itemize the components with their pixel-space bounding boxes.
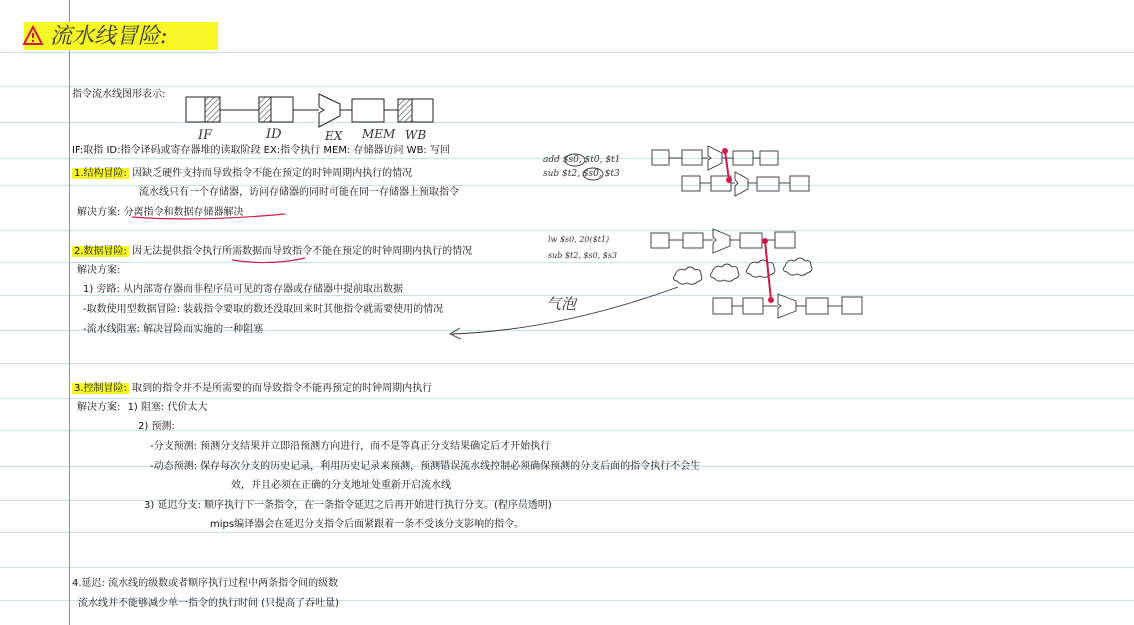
control-item-predict: 2) 预测: bbox=[138, 421, 175, 432]
diagram-intro: 指令流水线图形表示: bbox=[72, 89, 166, 100]
stage-label-id: ID bbox=[266, 127, 282, 142]
stage-label-mem: MEM bbox=[362, 127, 396, 141]
structural-text: 因缺乏硬件支持而导致指令不能在预定的时钟周期内执行的情况 bbox=[132, 168, 413, 179]
page-title: 流水线冒险: bbox=[50, 24, 168, 49]
branch-predict: -分支预测: 预测分支结果并立即沿预测方向进行，而不是等真正分支结果确定后才开始执行 bbox=[150, 441, 551, 452]
control-hazard-heading: 3.控制冒险: bbox=[74, 383, 127, 394]
latency-text: 流水线并不能够减少单一指令的执行时间 (只提高了吞吐量) bbox=[78, 598, 339, 609]
data-hazard-heading: 2.数据冒险: bbox=[74, 246, 127, 257]
dynamic-predict-cont: 效，并且必须在正确的分支地址处重新开启流水线 bbox=[231, 480, 451, 491]
data-hazard-item: -流水线阻塞: 解决冒险而实施的一种阻塞 bbox=[83, 324, 264, 335]
structural-code-1: add $s0, $t0, $t1 bbox=[543, 155, 621, 165]
structural-solution-label: 解决方案: bbox=[77, 207, 121, 218]
data-hazard-item: 1) 旁路: 从内部寄存器而非程序员可见的寄存器或存储器中提前取出数据 bbox=[83, 284, 403, 295]
stage-definitions: IF:取指 ID:指令译码或寄存器堆的读取阶段 EX:指令执行 MEM: 存储器访问 WB: 写回 bbox=[72, 145, 450, 156]
bubble-label: 气泡 bbox=[546, 295, 577, 313]
delayed-branch: 3) 延迟分支: 顺序执行下一条指令，在一条指令延迟之后再开始进行执行分支。(程序员透明) bbox=[144, 500, 552, 511]
stage-label-ex: EX bbox=[325, 129, 343, 143]
control-hazard-text: 取到的指令并不是所需要的而导致指令不能再预定的时钟周期内执行 bbox=[132, 383, 433, 394]
data-hazard-item: -取数使用型数据冒险: 装载指令要取的数还没取回来时其他指令就需要使用的情况 bbox=[83, 304, 444, 315]
structural-code-2: sub $t2, $s0, $t3 bbox=[543, 169, 620, 179]
data-code-2: sub $t2, $s0, $s3 bbox=[548, 251, 618, 260]
stage-label-if: IF bbox=[198, 128, 213, 143]
data-hazard-text: 因无法提供指令执行所需数据而导致指令不能在预定的时钟周期内执行的情况 bbox=[132, 246, 473, 257]
stage-label-wb: WB bbox=[405, 128, 427, 142]
structural-detail: 流水线只有一个存储器，访问存储器的同时可能在同一存储器上预取指令 bbox=[139, 187, 459, 198]
dynamic-predict: -动态预测: 保存每次分支的历史记录，利用历史记录来预测，预测错误流水线控制必须确保预测的分支后面的指令执行不会生 bbox=[150, 461, 701, 472]
structural-heading: 1.结构冒险: bbox=[74, 168, 127, 179]
structural-solution-text: 分离指令和数据存储器解决 bbox=[123, 207, 244, 218]
data-code-1: lw $s0, 20($t1) bbox=[548, 235, 610, 244]
data-hazard-solution-label: 解决方案: bbox=[77, 265, 121, 276]
control-solution-label: 解决方案: bbox=[77, 402, 121, 413]
control-item-stall: 1) 阻塞: 代价太大 bbox=[127, 402, 208, 413]
delayed-branch-detail: mips编译器会在延迟分支指令后面紧跟着一条不受该分支影响的指令。 bbox=[210, 519, 525, 530]
latency-heading: 4.延迟: 流水线的级数或者顺序执行过程中两条指令间的级数 bbox=[72, 578, 339, 589]
